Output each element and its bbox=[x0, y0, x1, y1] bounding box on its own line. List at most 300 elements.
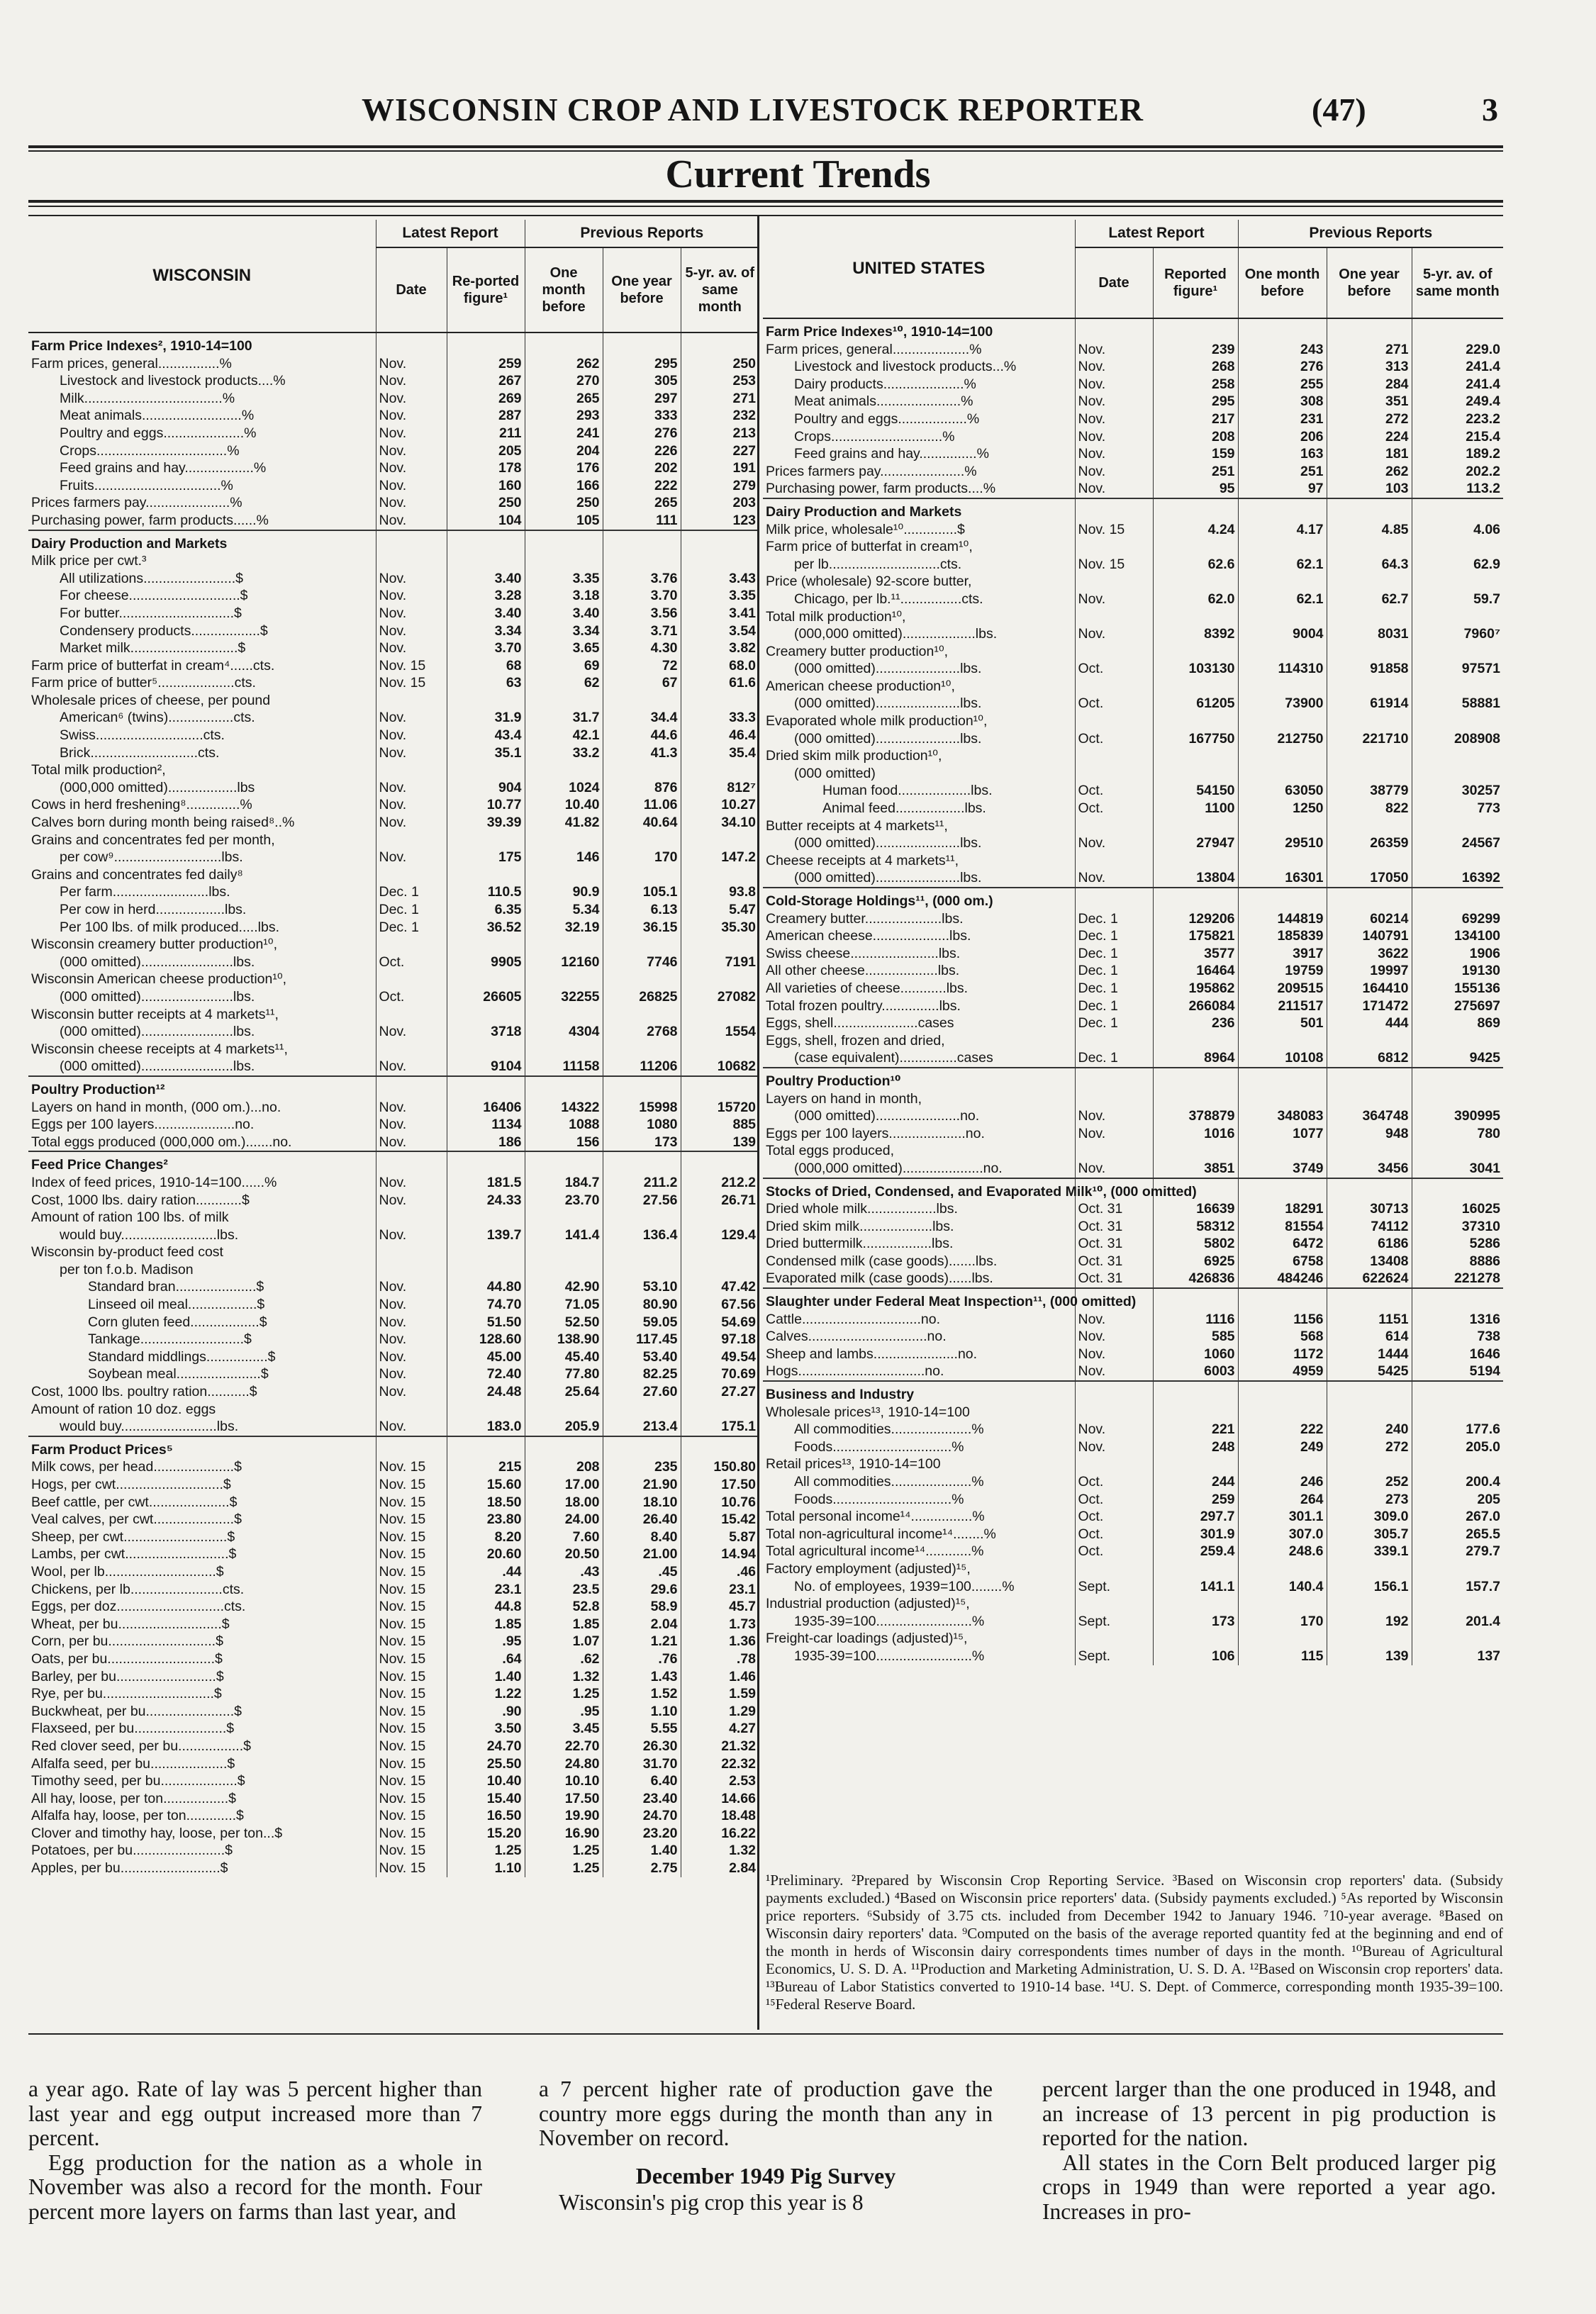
five-year-avg-value: 267.0 bbox=[1412, 1508, 1503, 1526]
table-row bbox=[28, 919, 759, 937]
empty-cell bbox=[1327, 1068, 1412, 1090]
reported-value: 1100 bbox=[1153, 800, 1238, 817]
year-before-value bbox=[1327, 817, 1412, 835]
row-label: Total milk production¹⁰, bbox=[766, 608, 906, 625]
table-row bbox=[28, 1720, 759, 1738]
five-year-avg-value: 7960⁷ bbox=[1412, 625, 1503, 643]
five-year-avg-value bbox=[681, 1041, 759, 1058]
five-year-avg-value: 45.7 bbox=[681, 1598, 759, 1616]
year-before-value: 36.15 bbox=[603, 919, 681, 937]
table-row bbox=[28, 1226, 759, 1244]
five-year-avg-value: 54.69 bbox=[681, 1314, 759, 1331]
year-before-value bbox=[603, 1401, 681, 1419]
united-states-heading: UNITED STATES bbox=[763, 220, 1075, 318]
date-cell bbox=[1075, 712, 1153, 730]
row-label: Total non-agricultural income¹⁴........% bbox=[766, 1526, 996, 1542]
five-year-avg-value: 33.3 bbox=[681, 709, 759, 727]
five-year-avg-value: 15720 bbox=[681, 1099, 759, 1117]
table-row bbox=[763, 1107, 1503, 1125]
row-label: Industrial production (adjusted)¹⁵, bbox=[766, 1596, 970, 1612]
five-year-avg-value: 30257 bbox=[1412, 782, 1503, 800]
empty-cell bbox=[1153, 1068, 1238, 1090]
reported-value: 250 bbox=[447, 494, 525, 512]
row-label: Total milk production², bbox=[31, 762, 166, 778]
row-label: Purchasing power, farm products......% bbox=[31, 512, 269, 528]
reported-value: 378879 bbox=[1153, 1107, 1238, 1125]
empty-cell bbox=[1075, 888, 1153, 910]
row-label: (000 omitted) bbox=[794, 765, 876, 781]
month-before-value: 23.5 bbox=[525, 1581, 603, 1599]
reported-value: 266084 bbox=[1153, 997, 1238, 1015]
year-before-value: 265 bbox=[603, 494, 681, 512]
date-cell bbox=[1075, 643, 1153, 661]
year-before-value: 170 bbox=[603, 849, 681, 866]
table-row bbox=[763, 643, 1503, 661]
reported-value: 8392 bbox=[1153, 625, 1238, 643]
table-row bbox=[28, 1365, 759, 1383]
table-row bbox=[28, 1476, 759, 1494]
reported-value: 3718 bbox=[447, 1023, 525, 1041]
table-row bbox=[28, 1668, 759, 1686]
center-divider bbox=[757, 215, 759, 2030]
row-label: Chickens, per lb........................cts. bbox=[31, 1581, 245, 1597]
year-before-value: 240 bbox=[1327, 1421, 1412, 1438]
article-column-3 bbox=[1042, 2077, 1496, 2224]
row-label: Factory employment (adjusted)¹⁵, bbox=[766, 1560, 971, 1577]
reported-value: 175821 bbox=[1153, 927, 1238, 945]
row-label: Flaxseed, per bu........................$ bbox=[31, 1721, 235, 1737]
section-header-row bbox=[28, 332, 759, 355]
table-row bbox=[763, 1560, 1503, 1578]
year-before-value: 3622 bbox=[1327, 945, 1412, 963]
wisconsin-table bbox=[28, 220, 759, 1877]
year-before-value bbox=[1327, 852, 1412, 870]
month-before-value bbox=[1238, 1630, 1327, 1648]
date-cell: Nov. bbox=[1075, 1328, 1153, 1346]
year-before-value: .76 bbox=[603, 1650, 681, 1668]
date-cell bbox=[376, 936, 447, 954]
date-cell: Nov. 15 bbox=[376, 674, 447, 692]
year-before-value: 67 bbox=[603, 674, 681, 692]
date-cell: Nov. 15 bbox=[1075, 521, 1153, 539]
row-label: Buckwheat, per bu.......................$ bbox=[31, 1703, 242, 1719]
year-before-value: 82.25 bbox=[603, 1365, 681, 1383]
year-before-value: 876 bbox=[603, 779, 681, 797]
month-before-value: 176 bbox=[525, 459, 603, 477]
empty-cell bbox=[603, 1076, 681, 1099]
reported-value: 904 bbox=[447, 779, 525, 797]
five-year-avg-value: 14.94 bbox=[681, 1546, 759, 1563]
month-before-value: 17.00 bbox=[525, 1476, 603, 1494]
date-cell: Dec. 1 bbox=[1075, 980, 1153, 997]
row-label: Hogs, per cwt............................$ bbox=[31, 1477, 231, 1492]
year-before-value bbox=[1327, 1630, 1412, 1648]
table-row bbox=[763, 341, 1503, 359]
month-before-value: 33.2 bbox=[525, 744, 603, 762]
five-year-avg-value: 229.0 bbox=[1412, 341, 1503, 359]
table-row bbox=[28, 1099, 759, 1117]
table-row bbox=[28, 1192, 759, 1209]
reported-value bbox=[447, 1261, 525, 1279]
year-before-value: 181 bbox=[1327, 445, 1412, 463]
table-row bbox=[28, 1790, 759, 1808]
five-year-avg-value: 1906 bbox=[1412, 945, 1503, 963]
reported-value: 51.50 bbox=[447, 1314, 525, 1331]
row-label: Oats, per bu............................$ bbox=[31, 1650, 223, 1667]
year-before-value: 948 bbox=[1327, 1125, 1412, 1143]
table-row bbox=[763, 393, 1503, 410]
five-year-avg-value: 113.2 bbox=[1412, 480, 1503, 498]
table-row bbox=[28, 901, 759, 919]
row-label: Sheep and lambs......................no. bbox=[766, 1346, 978, 1362]
empty-cell bbox=[1075, 498, 1153, 521]
reported-value bbox=[1153, 1142, 1238, 1160]
five-year-avg-value: 68.0 bbox=[681, 657, 759, 675]
us-reported-figure-header: Reported figure¹ bbox=[1153, 247, 1238, 318]
five-year-avg-value: 1.46 bbox=[681, 1668, 759, 1686]
table-row bbox=[28, 622, 759, 640]
reported-value bbox=[1153, 1455, 1238, 1473]
table-row bbox=[28, 1685, 759, 1703]
year-before-value: 351 bbox=[1327, 393, 1412, 410]
reported-value bbox=[447, 1006, 525, 1024]
table-row bbox=[28, 459, 759, 477]
reported-value bbox=[1153, 573, 1238, 591]
reported-value: 236 bbox=[1153, 1015, 1238, 1032]
empty-cell bbox=[1153, 498, 1238, 521]
reported-value: 175 bbox=[447, 849, 525, 866]
month-before-value: 19759 bbox=[1238, 962, 1327, 980]
table-row bbox=[28, 1616, 759, 1633]
date-cell bbox=[376, 761, 447, 779]
row-label: (000 omitted)........................lbs. bbox=[60, 988, 255, 1005]
reported-value: 1.40 bbox=[447, 1668, 525, 1686]
us-five-year-avg-header: 5-yr. av. of same month bbox=[1412, 247, 1503, 318]
year-before-value: 59.05 bbox=[603, 1314, 681, 1331]
five-year-avg-value bbox=[681, 936, 759, 954]
row-label: Farm prices, general................% bbox=[31, 355, 232, 371]
year-before-value: 1151 bbox=[1327, 1311, 1412, 1329]
year-before-value: 2768 bbox=[603, 1023, 681, 1041]
table-row bbox=[763, 1455, 1503, 1473]
five-year-avg-value: 123 bbox=[681, 512, 759, 530]
five-year-avg-value: 10682 bbox=[681, 1058, 759, 1076]
empty-cell bbox=[681, 332, 759, 355]
five-year-avg-value bbox=[681, 1261, 759, 1279]
reported-value: .64 bbox=[447, 1650, 525, 1668]
month-before-value bbox=[1238, 1560, 1327, 1578]
reported-value: 72.40 bbox=[447, 1365, 525, 1383]
year-before-value: 26.40 bbox=[603, 1511, 681, 1528]
empty-cell bbox=[1238, 1068, 1327, 1090]
reported-value bbox=[447, 936, 525, 954]
month-before-value: 22.70 bbox=[525, 1738, 603, 1755]
month-before-value: 222 bbox=[1238, 1421, 1327, 1438]
five-year-avg-value bbox=[1412, 678, 1503, 695]
row-label: Farm price of butterfat in cream¹⁰, bbox=[766, 539, 973, 555]
month-before-value: 18291 bbox=[1238, 1200, 1327, 1218]
month-before-value: 184.7 bbox=[525, 1174, 603, 1192]
table-row bbox=[763, 573, 1503, 591]
row-label: Purchasing power, farm products....% bbox=[766, 481, 996, 497]
row-label: Dried whole milk..................lbs. bbox=[766, 1201, 958, 1217]
five-year-avg-value bbox=[1412, 1404, 1503, 1421]
month-before-value: 163 bbox=[1238, 445, 1327, 463]
date-cell: Nov. 15 bbox=[376, 1633, 447, 1650]
date-cell: Nov. bbox=[376, 477, 447, 495]
table-row bbox=[28, 1383, 759, 1401]
year-before-value: .45 bbox=[603, 1563, 681, 1581]
row-label: All utilizations........................$ bbox=[60, 570, 244, 586]
reported-value: 215 bbox=[447, 1458, 525, 1476]
five-year-avg-value: 2.84 bbox=[681, 1860, 759, 1877]
row-label: Swiss cheese.......................lbs. bbox=[766, 945, 961, 961]
date-cell: Nov. 15 bbox=[376, 1476, 447, 1494]
month-before-value: 4304 bbox=[525, 1023, 603, 1041]
year-before-value: 15998 bbox=[603, 1099, 681, 1117]
date-cell: Dec. 1 bbox=[1075, 1015, 1153, 1032]
year-before-value: 444 bbox=[1327, 1015, 1412, 1032]
five-year-avg-value: 191 bbox=[681, 459, 759, 477]
year-before-value: 252 bbox=[1327, 1473, 1412, 1491]
table-row bbox=[763, 997, 1503, 1015]
year-before-value bbox=[1327, 1032, 1412, 1050]
month-before-value: 1.85 bbox=[525, 1616, 603, 1633]
table-row bbox=[28, 936, 759, 954]
reported-value: 36.52 bbox=[447, 919, 525, 937]
month-before-value bbox=[525, 866, 603, 884]
year-before-value: 822 bbox=[1327, 800, 1412, 817]
table-row bbox=[28, 442, 759, 460]
row-label: Wool, per lb.............................$ bbox=[31, 1563, 224, 1580]
empty-cell bbox=[1238, 318, 1327, 341]
table-row bbox=[28, 1511, 759, 1528]
table-row bbox=[28, 1058, 759, 1076]
row-label: Alfalfa hay, loose, per ton.............$ bbox=[31, 1808, 244, 1824]
empty-cell bbox=[525, 1076, 603, 1099]
year-before-value: 173 bbox=[603, 1134, 681, 1152]
empty-cell bbox=[1153, 318, 1238, 341]
month-before-value: 1.25 bbox=[525, 1842, 603, 1860]
five-year-avg-value: 1554 bbox=[681, 1023, 759, 1041]
date-cell: Nov. 15 bbox=[376, 1738, 447, 1755]
five-year-avg-value: 97571 bbox=[1412, 660, 1503, 678]
reported-value: 129206 bbox=[1153, 910, 1238, 928]
month-before-value: 10.10 bbox=[525, 1772, 603, 1790]
section-header-row bbox=[28, 1076, 759, 1099]
five-year-avg-value bbox=[1412, 1595, 1503, 1613]
article-paragraph: Egg production for the nation as a whole in November was also a record for the month. Four percent more layers on farms than last year, and bbox=[28, 2150, 482, 2224]
table-row bbox=[763, 800, 1503, 817]
empty-cell bbox=[1238, 1178, 1327, 1201]
empty-cell bbox=[1327, 1381, 1412, 1404]
five-year-avg-value: 16392 bbox=[1412, 869, 1503, 888]
month-before-value: 264 bbox=[1238, 1491, 1327, 1509]
date-cell: Dec. 1 bbox=[376, 919, 447, 937]
five-year-avg-value bbox=[681, 971, 759, 988]
five-year-avg-value: 35.30 bbox=[681, 919, 759, 937]
issue-number: (47) bbox=[1312, 91, 1366, 128]
date-cell: Nov. bbox=[376, 1226, 447, 1244]
year-before-value: 8031 bbox=[1327, 625, 1412, 643]
section-header-row bbox=[28, 1436, 759, 1459]
date-cell: Nov. bbox=[376, 1278, 447, 1296]
five-year-avg-value: 58881 bbox=[1412, 695, 1503, 712]
table-row bbox=[28, 1116, 759, 1134]
month-before-value: .62 bbox=[525, 1650, 603, 1668]
year-before-value: 24.70 bbox=[603, 1807, 681, 1825]
row-label: American cheese production¹⁰, bbox=[766, 678, 955, 694]
empty-cell bbox=[1327, 498, 1412, 521]
date-cell: Nov. bbox=[376, 849, 447, 866]
article-paragraph: a 7 percent higher rate of production gave the country more eggs during the month than any in November on record. bbox=[539, 2077, 993, 2150]
year-before-value: 136.4 bbox=[603, 1226, 681, 1244]
table-row bbox=[28, 866, 759, 884]
table-row bbox=[763, 945, 1503, 963]
reported-value: 13804 bbox=[1153, 869, 1238, 888]
five-year-avg-value: 19130 bbox=[1412, 962, 1503, 980]
table-row bbox=[763, 1270, 1503, 1288]
reported-value bbox=[447, 1401, 525, 1419]
date-cell: Nov. 15 bbox=[376, 1563, 447, 1581]
row-label: Milk price, wholesale¹⁰..............$ bbox=[766, 521, 965, 537]
reported-value: 1.85 bbox=[447, 1616, 525, 1633]
table-row bbox=[28, 1825, 759, 1843]
month-before-value: 6758 bbox=[1238, 1253, 1327, 1270]
date-cell: Nov. bbox=[376, 512, 447, 530]
date-cell: Nov. bbox=[1075, 1421, 1153, 1438]
five-year-avg-value: 150.80 bbox=[681, 1458, 759, 1476]
table-row bbox=[28, 1261, 759, 1279]
row-label: (000 omitted)......................no. bbox=[794, 1108, 980, 1124]
table-row bbox=[763, 730, 1503, 748]
five-year-avg-value: 227 bbox=[681, 442, 759, 460]
five-year-avg-value: 5286 bbox=[1412, 1235, 1503, 1253]
year-before-value: 30713 bbox=[1327, 1200, 1412, 1218]
five-year-avg-value: 203 bbox=[681, 494, 759, 512]
month-before-value bbox=[525, 1041, 603, 1058]
reported-value: 183.0 bbox=[447, 1418, 525, 1436]
year-before-value: 5.55 bbox=[603, 1720, 681, 1738]
reported-value bbox=[1153, 1404, 1238, 1421]
year-before-value: 171472 bbox=[1327, 997, 1412, 1015]
year-before-value: 27.56 bbox=[603, 1192, 681, 1209]
year-before-value bbox=[1327, 573, 1412, 591]
date-cell: Sept. bbox=[1075, 1578, 1153, 1596]
month-before-value: 71.05 bbox=[525, 1296, 603, 1314]
table-row bbox=[28, 494, 759, 512]
row-label: Evaporated whole milk production¹⁰, bbox=[766, 713, 988, 730]
month-before-value: 52.50 bbox=[525, 1314, 603, 1331]
table-row bbox=[763, 1253, 1503, 1270]
five-year-avg-value: 223.2 bbox=[1412, 410, 1503, 428]
empty-cell bbox=[1075, 1381, 1153, 1404]
date-cell: Oct. bbox=[1075, 800, 1153, 817]
empty-cell bbox=[681, 1151, 759, 1174]
table-row bbox=[763, 1311, 1503, 1329]
month-before-value: 144819 bbox=[1238, 910, 1327, 928]
date-cell: Oct. bbox=[1075, 660, 1153, 678]
year-before-value: 40.64 bbox=[603, 814, 681, 832]
five-year-avg-value: 46.4 bbox=[681, 727, 759, 744]
five-year-avg-value: 21.32 bbox=[681, 1738, 759, 1755]
empty-cell bbox=[447, 1076, 525, 1099]
table-row bbox=[763, 1508, 1503, 1526]
section-title: Slaughter under Federal Meat Inspection¹¹, (000 omitted) bbox=[763, 1288, 1075, 1311]
date-cell: Dec. 1 bbox=[1075, 1049, 1153, 1068]
year-before-value: 3.56 bbox=[603, 605, 681, 622]
five-year-avg-value: 93.8 bbox=[681, 883, 759, 901]
year-before-value: 31.70 bbox=[603, 1755, 681, 1773]
article-paragraph: a year ago. Rate of lay was 5 percent higher than last year and egg output increased more than 7 percent. bbox=[28, 2077, 482, 2150]
five-year-avg-value bbox=[1412, 747, 1503, 765]
year-before-value: 23.20 bbox=[603, 1825, 681, 1843]
table-row bbox=[28, 1755, 759, 1773]
month-before-value: 9004 bbox=[1238, 625, 1327, 643]
reported-value: .95 bbox=[447, 1633, 525, 1650]
five-year-avg-value: 147.2 bbox=[681, 849, 759, 866]
empty-cell bbox=[681, 1436, 759, 1459]
five-year-avg-value bbox=[1412, 1455, 1503, 1473]
article-paragraph: Wisconsin's pig crop this year is 8 bbox=[559, 2190, 864, 2215]
publication-title: WISCONSIN CROP AND LIVESTOCK REPORTER bbox=[362, 91, 1144, 128]
row-label: Eggs, shell, frozen and dried, bbox=[766, 1032, 945, 1049]
month-before-value: 20.50 bbox=[525, 1546, 603, 1563]
date-cell bbox=[376, 552, 447, 570]
reported-value: 24.70 bbox=[447, 1738, 525, 1755]
year-before-value bbox=[603, 832, 681, 849]
year-before-value: 27.60 bbox=[603, 1383, 681, 1401]
year-before-value: 72 bbox=[603, 657, 681, 675]
date-cell: Nov. 15 bbox=[376, 1685, 447, 1703]
month-before-value: 81554 bbox=[1238, 1218, 1327, 1236]
date-cell: Nov. bbox=[1075, 834, 1153, 852]
row-label: would buy.........................lbs. bbox=[60, 1226, 239, 1243]
row-label: Red clover seed, per bu.................$ bbox=[31, 1738, 251, 1754]
section-title: Farm Product Prices⁵ bbox=[28, 1436, 376, 1459]
row-label: Eggs per 100 layers....................no. bbox=[766, 1125, 985, 1141]
reported-value: 1016 bbox=[1153, 1125, 1238, 1143]
year-before-value: 226 bbox=[603, 442, 681, 460]
table-row bbox=[763, 660, 1503, 678]
year-before-value: 313 bbox=[1327, 358, 1412, 376]
five-year-avg-value: 265.5 bbox=[1412, 1526, 1503, 1543]
year-before-value bbox=[603, 936, 681, 954]
five-year-avg-value bbox=[1412, 712, 1503, 730]
year-before-value: 6812 bbox=[1327, 1049, 1412, 1068]
table-row bbox=[763, 1421, 1503, 1438]
table-row bbox=[763, 445, 1503, 463]
month-before-value bbox=[1238, 1032, 1327, 1050]
month-before-value: .95 bbox=[525, 1703, 603, 1721]
reported-value: 18.50 bbox=[447, 1494, 525, 1511]
five-year-avg-value: 221278 bbox=[1412, 1270, 1503, 1288]
table-top-rule bbox=[28, 215, 1503, 216]
month-before-value bbox=[1238, 538, 1327, 556]
year-before-value bbox=[1327, 538, 1412, 556]
reported-value bbox=[1153, 747, 1238, 765]
year-before-value: 295 bbox=[603, 355, 681, 373]
empty-cell bbox=[1075, 1068, 1153, 1090]
article-paragraph: All states in the Corn Belt produced larger pig crops in 1949 than were reported a year ago. Increases in pro- bbox=[1042, 2150, 1496, 2224]
row-label: Total personal income¹⁴................% bbox=[766, 1509, 985, 1525]
empty-cell bbox=[1412, 498, 1503, 521]
year-before-value: 44.6 bbox=[603, 727, 681, 744]
table-row bbox=[28, 425, 759, 442]
row-label: Wisconsin by-product feed cost bbox=[31, 1244, 223, 1261]
year-before-value: 5425 bbox=[1327, 1363, 1412, 1381]
section-title: Poultry Production¹² bbox=[28, 1076, 376, 1099]
